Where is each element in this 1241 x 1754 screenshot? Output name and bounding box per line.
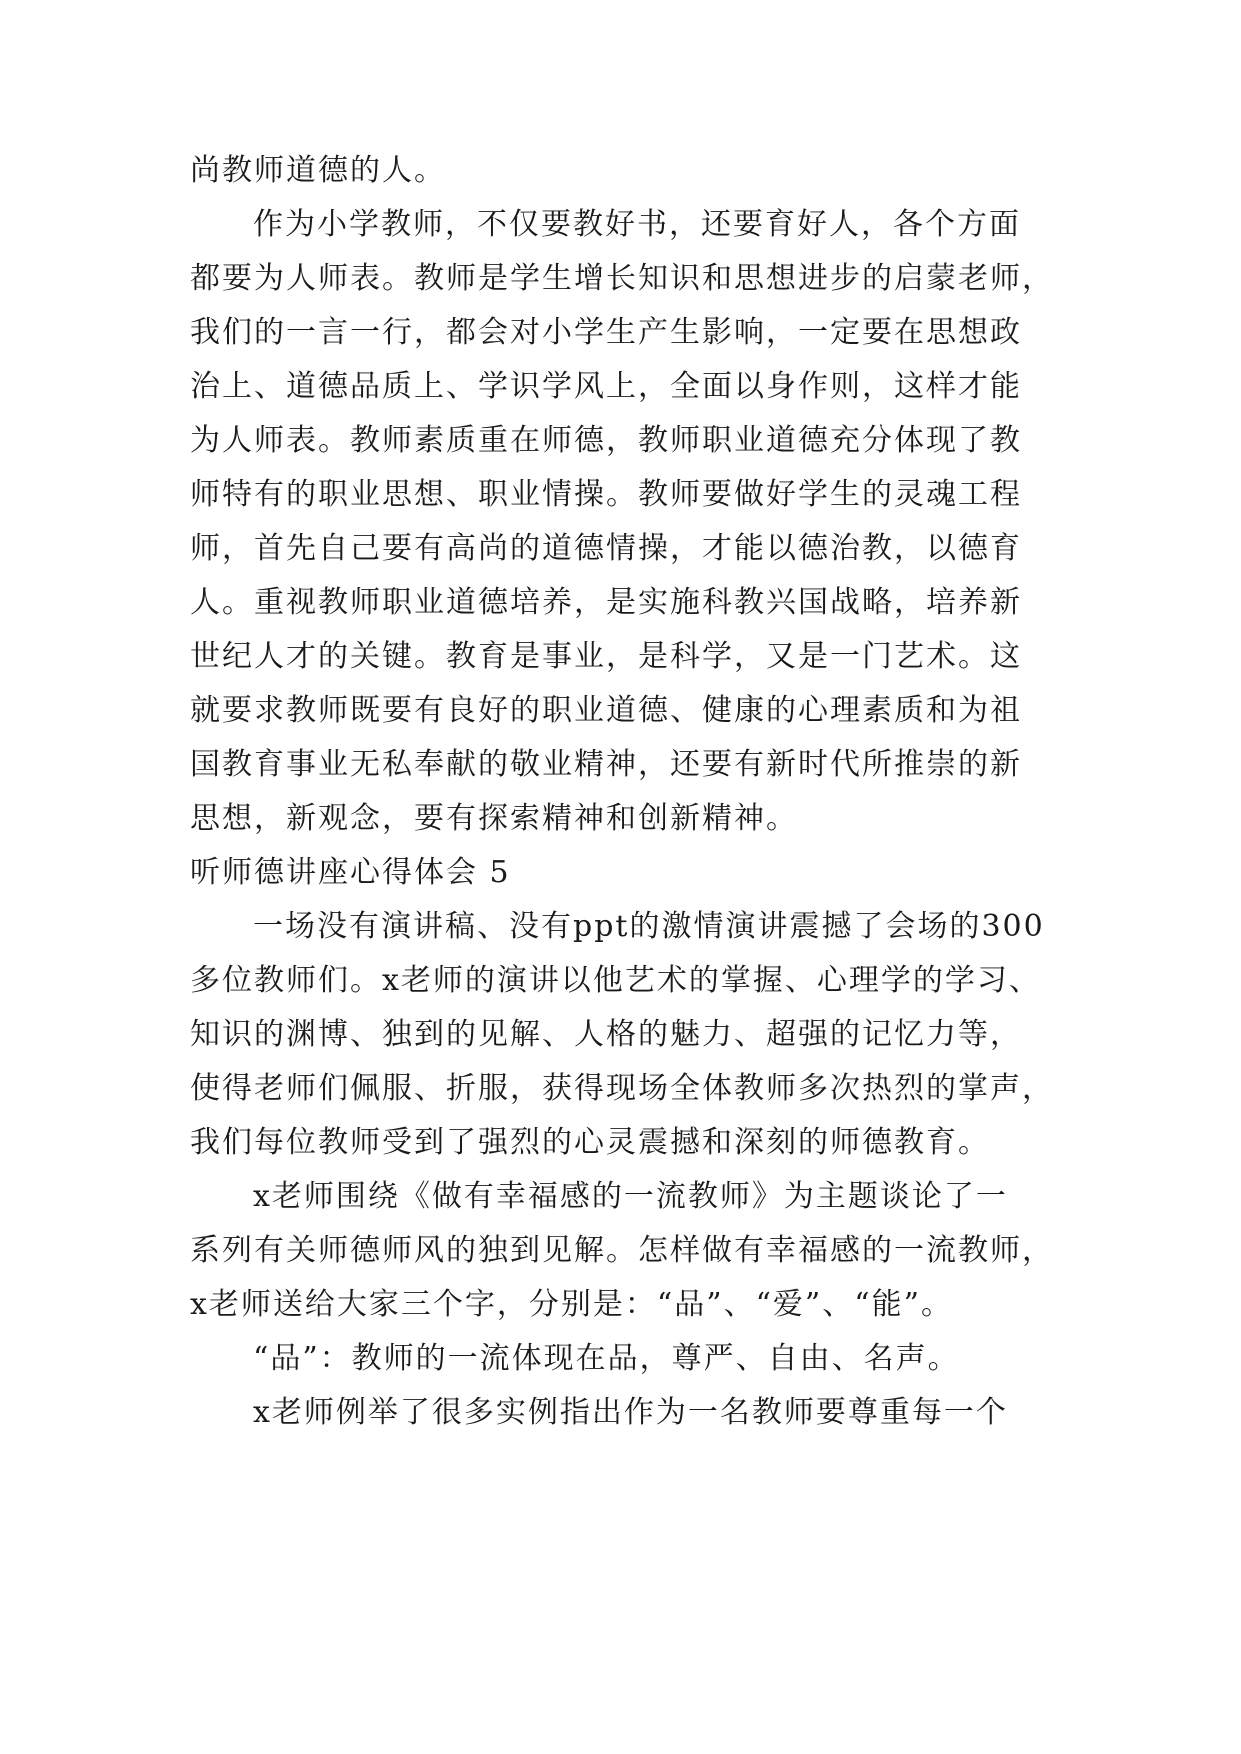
paragraph-start-line: 一场没有演讲稿、没有ppt的激情演讲震撼了会场的300 xyxy=(253,909,1045,944)
paragraph-start-line: 作为小学教师，不仅要教好书，还要育好人，各个方面 xyxy=(253,207,1021,242)
text-line: 就要求教师既要有良好的职业道德、健康的心理素质和为祖 xyxy=(190,693,1022,728)
text-line: 都要为人师表。教师是学生增长知识和思想进步的启蒙老师， xyxy=(190,261,1054,296)
text-line: 治上、道德品质上、学识学风上，全面以身作则，这样才能 xyxy=(190,369,1022,404)
text-line: 人。重视教师职业道德培养，是实施科教兴国战略，培养新 xyxy=(190,585,1022,620)
text-line: 师，首先自己要有高尚的道德情操，才能以德治教，以德育 xyxy=(190,531,1022,566)
text-line: 师特有的职业思想、职业情操。教师要做好学生的灵魂工程 xyxy=(190,477,1022,512)
text-line: 我们的一言一行，都会对小学生产生影响，一定要在思想政 xyxy=(190,315,1022,350)
paragraph-start-line: “品”：教师的一流体现在品，尊严、自由、名声。 xyxy=(253,1341,960,1376)
text-line: 知识的渊博、独到的见解、人格的魅力、超强的记忆力等， xyxy=(190,1017,1022,1052)
paragraph-start-line: x老师例举了很多实例指出作为一名教师要尊重每一个 xyxy=(253,1395,1008,1430)
text-line: 世纪人才的关键。教育是事业，是科学，又是一门艺术。这 xyxy=(190,639,1022,674)
text-line: 我们每位教师受到了强烈的心灵震撼和深刻的师德教育。 xyxy=(190,1125,990,1160)
text-line: 多位教师们。x老师的演讲以他艺术的掌握、心理学的学习、 xyxy=(190,963,1041,998)
text-line: x老师送给大家三个字，分别是：“品”、“爱”、“能”。 xyxy=(190,1287,953,1322)
text-line: 使得老师们佩服、折服，获得现场全体教师多次热烈的掌声， xyxy=(190,1071,1054,1106)
paragraph-start-line: x老师围绕《做有幸福感的一流教师》为主题谈论了一 xyxy=(253,1179,1008,1214)
text-line: 国教育事业无私奉献的敬业精神，还要有新时代所推崇的新 xyxy=(190,747,1022,782)
text-line: 为人师表。教师素质重在师德，教师职业道德充分体现了教 xyxy=(190,423,1022,458)
text-line: 尚教师道德的人。 xyxy=(190,153,446,188)
section-heading: 听师德讲座心得体会 5 xyxy=(190,855,511,890)
text-line: 系列有关师德师风的独到见解。怎样做有幸福感的一流教师， xyxy=(190,1233,1054,1268)
text-line: 思想，新观念，要有探索精神和创新精神。 xyxy=(190,801,798,836)
